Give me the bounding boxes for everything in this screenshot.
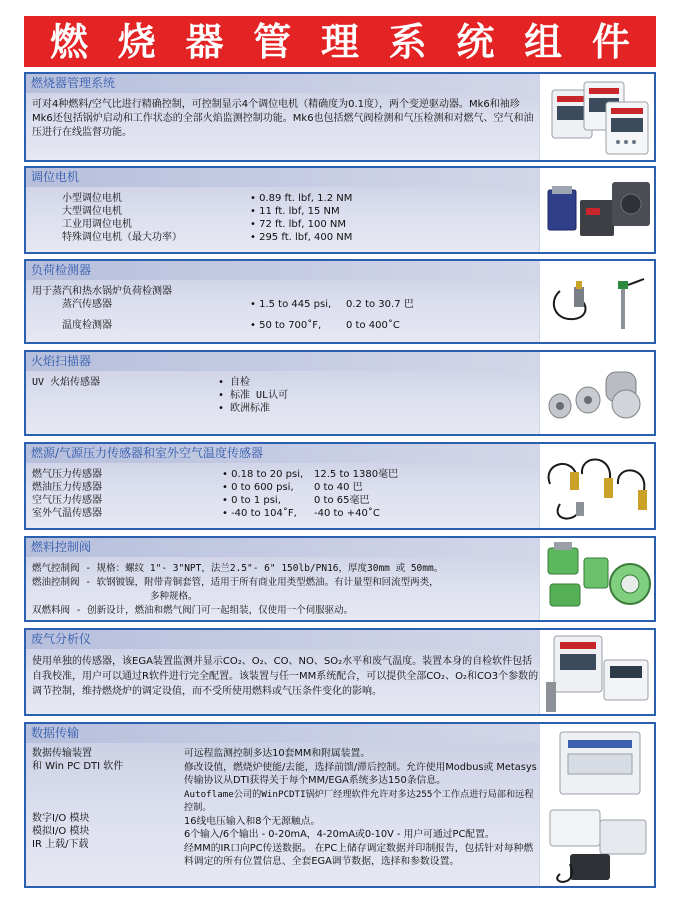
pressure-value-metric: 12.5 to 1380毫巴 xyxy=(314,469,399,480)
pressure-label: 燃气压力传感器 xyxy=(32,469,102,480)
load-row xyxy=(32,319,540,332)
motor-label: 工业用调位电机 xyxy=(62,219,132,230)
pressure-value-metric: 0 to 65毫巴 xyxy=(314,495,370,506)
flame-label: UV 火焰传感器 xyxy=(32,377,101,388)
pressure-label: 空气压力传感器 xyxy=(32,495,102,506)
oil-valve-line: 燃油控制阀 - 软钢镀镍，附带青铜套管，适用于所有商业用类型燃油。有计量型和回流型两类， xyxy=(32,577,439,588)
pressure-row xyxy=(32,468,540,481)
control-units-image xyxy=(539,74,654,160)
data-right-item: 可远程监测控制多达10套MM和附属装置。 xyxy=(184,748,371,759)
gas-valve-line: 燃气控制阀 - 规格：螺纹 1"- 3"NPT，法兰2.5"- 6" 150lb/PN16，厚度30mm 或 50mm。 xyxy=(32,563,444,574)
banner-char: 烧 xyxy=(117,19,156,64)
pressure-value-metric: 0 to 40 巴 xyxy=(314,482,363,493)
data-right-item: 16线电压输入和8个无源触点。 xyxy=(184,815,321,827)
flame-bullets xyxy=(218,376,288,415)
data-right-column xyxy=(184,747,540,869)
oil-valve-line-cont: 多种规格。 xyxy=(150,591,198,602)
section-load-detectors xyxy=(24,259,656,344)
title-banner xyxy=(24,16,656,67)
pressure-label: 室外气温传感器 xyxy=(32,508,102,519)
data-left-item: 数据传输装置 xyxy=(32,748,92,759)
flame-bullet: • 自检 xyxy=(218,377,251,388)
section-title: 燃源/气源压力传感器和室外空气温度传感器 xyxy=(26,444,654,463)
pressure-value-imperial: • 0 to 1 psi, xyxy=(222,495,281,506)
pressure-row xyxy=(32,481,540,494)
section-flame-scanners xyxy=(24,350,656,436)
banner-char: 统 xyxy=(456,19,495,64)
section-title: 调位电机 xyxy=(26,168,654,187)
data-left-item: 模拟I/O 模块 xyxy=(32,826,90,837)
data-right-item: 修改设值，燃烧炉使能/去能，选择前馈/滞后控制。允许使用Modbus或 Metasys传输协议从DTI获得关于每个MM/EGA系统多达150条信息。 xyxy=(184,761,537,786)
motor-row xyxy=(32,205,540,218)
data-left-column xyxy=(32,747,182,851)
load-value-metric: 0 to 400˚C xyxy=(346,320,400,331)
data-transfer-image xyxy=(539,724,654,886)
pressure-label: 燃油压力传感器 xyxy=(32,482,102,493)
motor-value: • 11 ft. lbf, 15 NM xyxy=(250,206,340,217)
load-value-imperial: • 1.5 to 445 psi, xyxy=(250,299,332,310)
pressure-sensors-image xyxy=(539,444,654,528)
load-label: 蒸汽传感器 xyxy=(62,299,112,310)
data-left-item: 和 Win PC DTI 软件 xyxy=(32,761,124,772)
load-table xyxy=(32,285,540,332)
motor-value: • 0.89 ft. lbf, 1.2 NM xyxy=(250,193,353,204)
load-value-metric: 0.2 to 30.7 巴 xyxy=(346,299,414,310)
motor-row xyxy=(32,218,540,231)
motor-row xyxy=(32,231,540,244)
motor-value: • 295 ft. lbf, 400 NM xyxy=(250,232,353,243)
data-left-item: 数字I/O 模块 xyxy=(32,813,90,824)
data-right-item: 经MM的IR口向PC传送数据。 在PC上储存调定数据并印制报告，包括针对每种燃料调定的所有位置信息、全套EGA调节数据，选择和参数设置。 xyxy=(184,842,534,867)
banner-char: 器 xyxy=(185,19,224,64)
banner-char: 燃 xyxy=(50,19,89,64)
section-body: 使用单独的传感器，该EGA装置监测并显示CO₂、O₂、CO、NO、SO₂水平和废气温度。装置本身的自检软件包括自我校准，用户可以通过R软件进行完全配置。该装置与任一MM系统配合，可以提供全部CO₂、O₂和CO3个参数的调节控制，维持燃烧炉的调定设值，而不受所使用燃料或气压条件变化的影响。 xyxy=(32,656,539,697)
section-title: 火焰扫描器 xyxy=(26,352,654,371)
section-servo-motors xyxy=(24,166,656,254)
section-title: 燃料控制阀 xyxy=(26,538,654,557)
section-title: 燃烧器管理系统 xyxy=(26,74,654,93)
servo-motors-image xyxy=(539,168,654,252)
section-burner-management xyxy=(24,72,656,162)
fuel-valves-image xyxy=(539,538,654,620)
banner-char: 理 xyxy=(320,19,359,64)
banner-char: 件 xyxy=(591,19,630,64)
flame-bullet: • 欧洲标准 xyxy=(218,403,271,414)
pressure-row xyxy=(32,507,540,520)
motor-label: 小型调位电机 xyxy=(62,193,122,204)
load-row xyxy=(32,298,540,311)
pressure-value-imperial: • -40 to 104˚F, xyxy=(222,508,297,519)
banner-char: 组 xyxy=(524,19,563,64)
motor-row xyxy=(32,192,540,205)
data-right-item: Autoflame公司的WinPCDTI锅炉厂经理软件允许对多达255个工作点进行局部和远程控制。 xyxy=(184,788,534,813)
flame-bullet: • 标准 UL认可 xyxy=(218,390,289,401)
flame-scanners-image xyxy=(539,352,654,434)
load-value-imperial: • 50 to 700˚F, xyxy=(250,320,322,331)
dual-valve-line: 双燃料阀 - 创新设计，燃油和燃气阀门可一起组装，仅使用一个伺服驱动。 xyxy=(32,605,354,616)
pressure-value-metric: -40 to +40˚C xyxy=(314,508,380,519)
section-title: 废气分析仪 xyxy=(26,630,654,649)
motor-label: 大型调位电机 xyxy=(62,206,122,217)
pressure-table xyxy=(32,468,540,520)
flame-row xyxy=(32,376,540,415)
gas-analyzer-image xyxy=(539,630,654,714)
section-body: 可对4种燃料/空气比进行精确控制，可控制显示4个调位电机（精确度为0.1度），两个变逆驱动器。Mk6和袖珍Mk6还包括锅炉启动和工作状态的全部火焰监测控制功能。Mk6也包括燃气阀检测和气压检测和对燃气、空气和油压进行在线监督功能。 xyxy=(32,99,534,138)
banner-char: 管 xyxy=(253,19,292,64)
section-exhaust-gas-analyzer xyxy=(24,628,656,716)
pressure-row xyxy=(32,494,540,507)
section-title: 数据传输 xyxy=(26,724,654,743)
pressure-value-imperial: • 0 to 600 psi, xyxy=(222,482,294,493)
pressure-value-imperial: • 0.18 to 20 psi, xyxy=(222,469,304,480)
section-fuel-valves xyxy=(24,536,656,622)
banner-char: 系 xyxy=(388,19,427,64)
motor-table xyxy=(32,192,540,244)
data-left-item: IR 上载/下载 xyxy=(32,839,89,850)
section-title: 负荷检测器 xyxy=(26,261,654,280)
section-data-transfer xyxy=(24,722,656,888)
motor-label: 特殊调位电机（最大功率） xyxy=(62,232,182,243)
valves-table xyxy=(32,562,544,618)
data-right-item: 6个输入/6个输出 - 0-20mA，4-20mA或0-10V - 用户可通过PC配置。 xyxy=(184,829,495,840)
flame-table xyxy=(32,376,540,415)
load-intro: 用于蒸汽和热水锅炉负荷检测器 xyxy=(32,286,172,297)
load-detectors-image xyxy=(539,261,654,342)
load-label: 温度检测器 xyxy=(62,320,112,331)
section-pressure-sensors xyxy=(24,442,656,530)
motor-value: • 72 ft. lbf, 100 NM xyxy=(250,219,346,230)
